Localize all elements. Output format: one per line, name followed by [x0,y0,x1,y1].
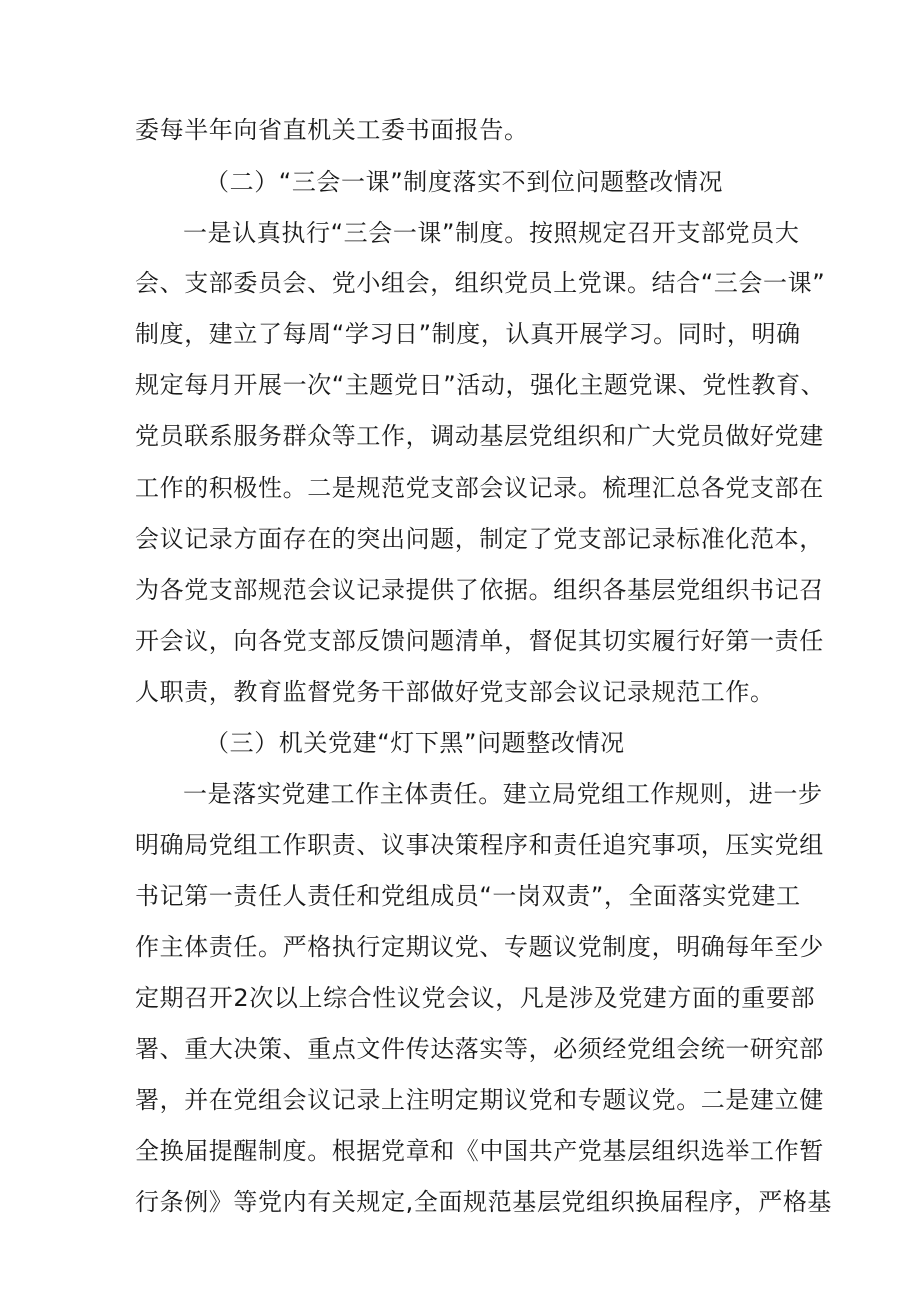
section-heading-3: （三）机关党建“灯下黑”问题整改情况 [205,729,625,757]
paragraph-line: 规定每月开展一次“主题党日”活动，强化主题党课、党性教育、 [135,371,826,399]
paragraph-line: 行条例》等党内有关规定,全面规范基层党组织换届程序，严格基 [135,1188,833,1216]
paragraph-line: 会议记录方面存在的突出问题，制定了党支部记录标准化范本， [135,525,824,553]
paragraph-line: 制度，建立了每周“学习日”制度，认真开展学习。同时，明确 [135,320,801,348]
paragraph-line: 书记第一责任人责任和党组成员“一岗双责”，全面落实党建工 [135,882,801,910]
section-heading-2: （二）“三会一课”制度落实不到位问题整改情况 [205,168,724,196]
paragraph-line: 人职责，教育监督党务干部做好党支部会议记录规范工作。 [135,678,775,706]
paragraph-line: 会、支部委员会、党小组会，组织党员上党课。结合“三会一课” [135,269,826,297]
paragraph-line: 署、重大决策、重点文件传达落实等，必须经党组会统一研究部 [135,1035,824,1063]
paragraph-line: 开会议，向各党支部反馈问题清单，督促其切实履行好第一责任 [135,627,824,655]
paragraph-line: 作主体责任。严格执行定期议党、专题议党制度，明确每年至少 [135,933,824,961]
paragraph-line: 全换届提醒制度。根据党章和《中国共产党基层组织选举工作暂 [135,1137,824,1165]
paragraph-line: 署，并在党组会议记录上注明定期议党和专题议党。二是建立健 [135,1086,824,1114]
paragraph-line: 委每半年向省直机关工委书面报告。 [135,116,529,144]
paragraph-line: 明确局党组工作职责、议事决策程序和责任追究事项，压实党组 [135,831,824,859]
paragraph-line: 定期召开2次以上综合性议党会议，凡是涉及党建方面的重要部 [135,984,816,1012]
paragraph-line: 党员联系服务群众等工作，调动基层党组织和广大党员做好党建 [135,422,824,450]
paragraph-line: 为各党支部规范会议记录提供了依据。组织各基层党组织书记召 [135,576,824,604]
paragraph-line: 工作的积极性。二是规范党支部会议记录。梳理汇总各党支部在 [135,474,824,502]
paragraph-line: 一是落实党建工作主体责任。建立局党组工作规则，进一步 [183,780,823,808]
paragraph-line: 一是认真执行“三会一课”制度。按照规定召开支部党员大 [183,219,800,247]
